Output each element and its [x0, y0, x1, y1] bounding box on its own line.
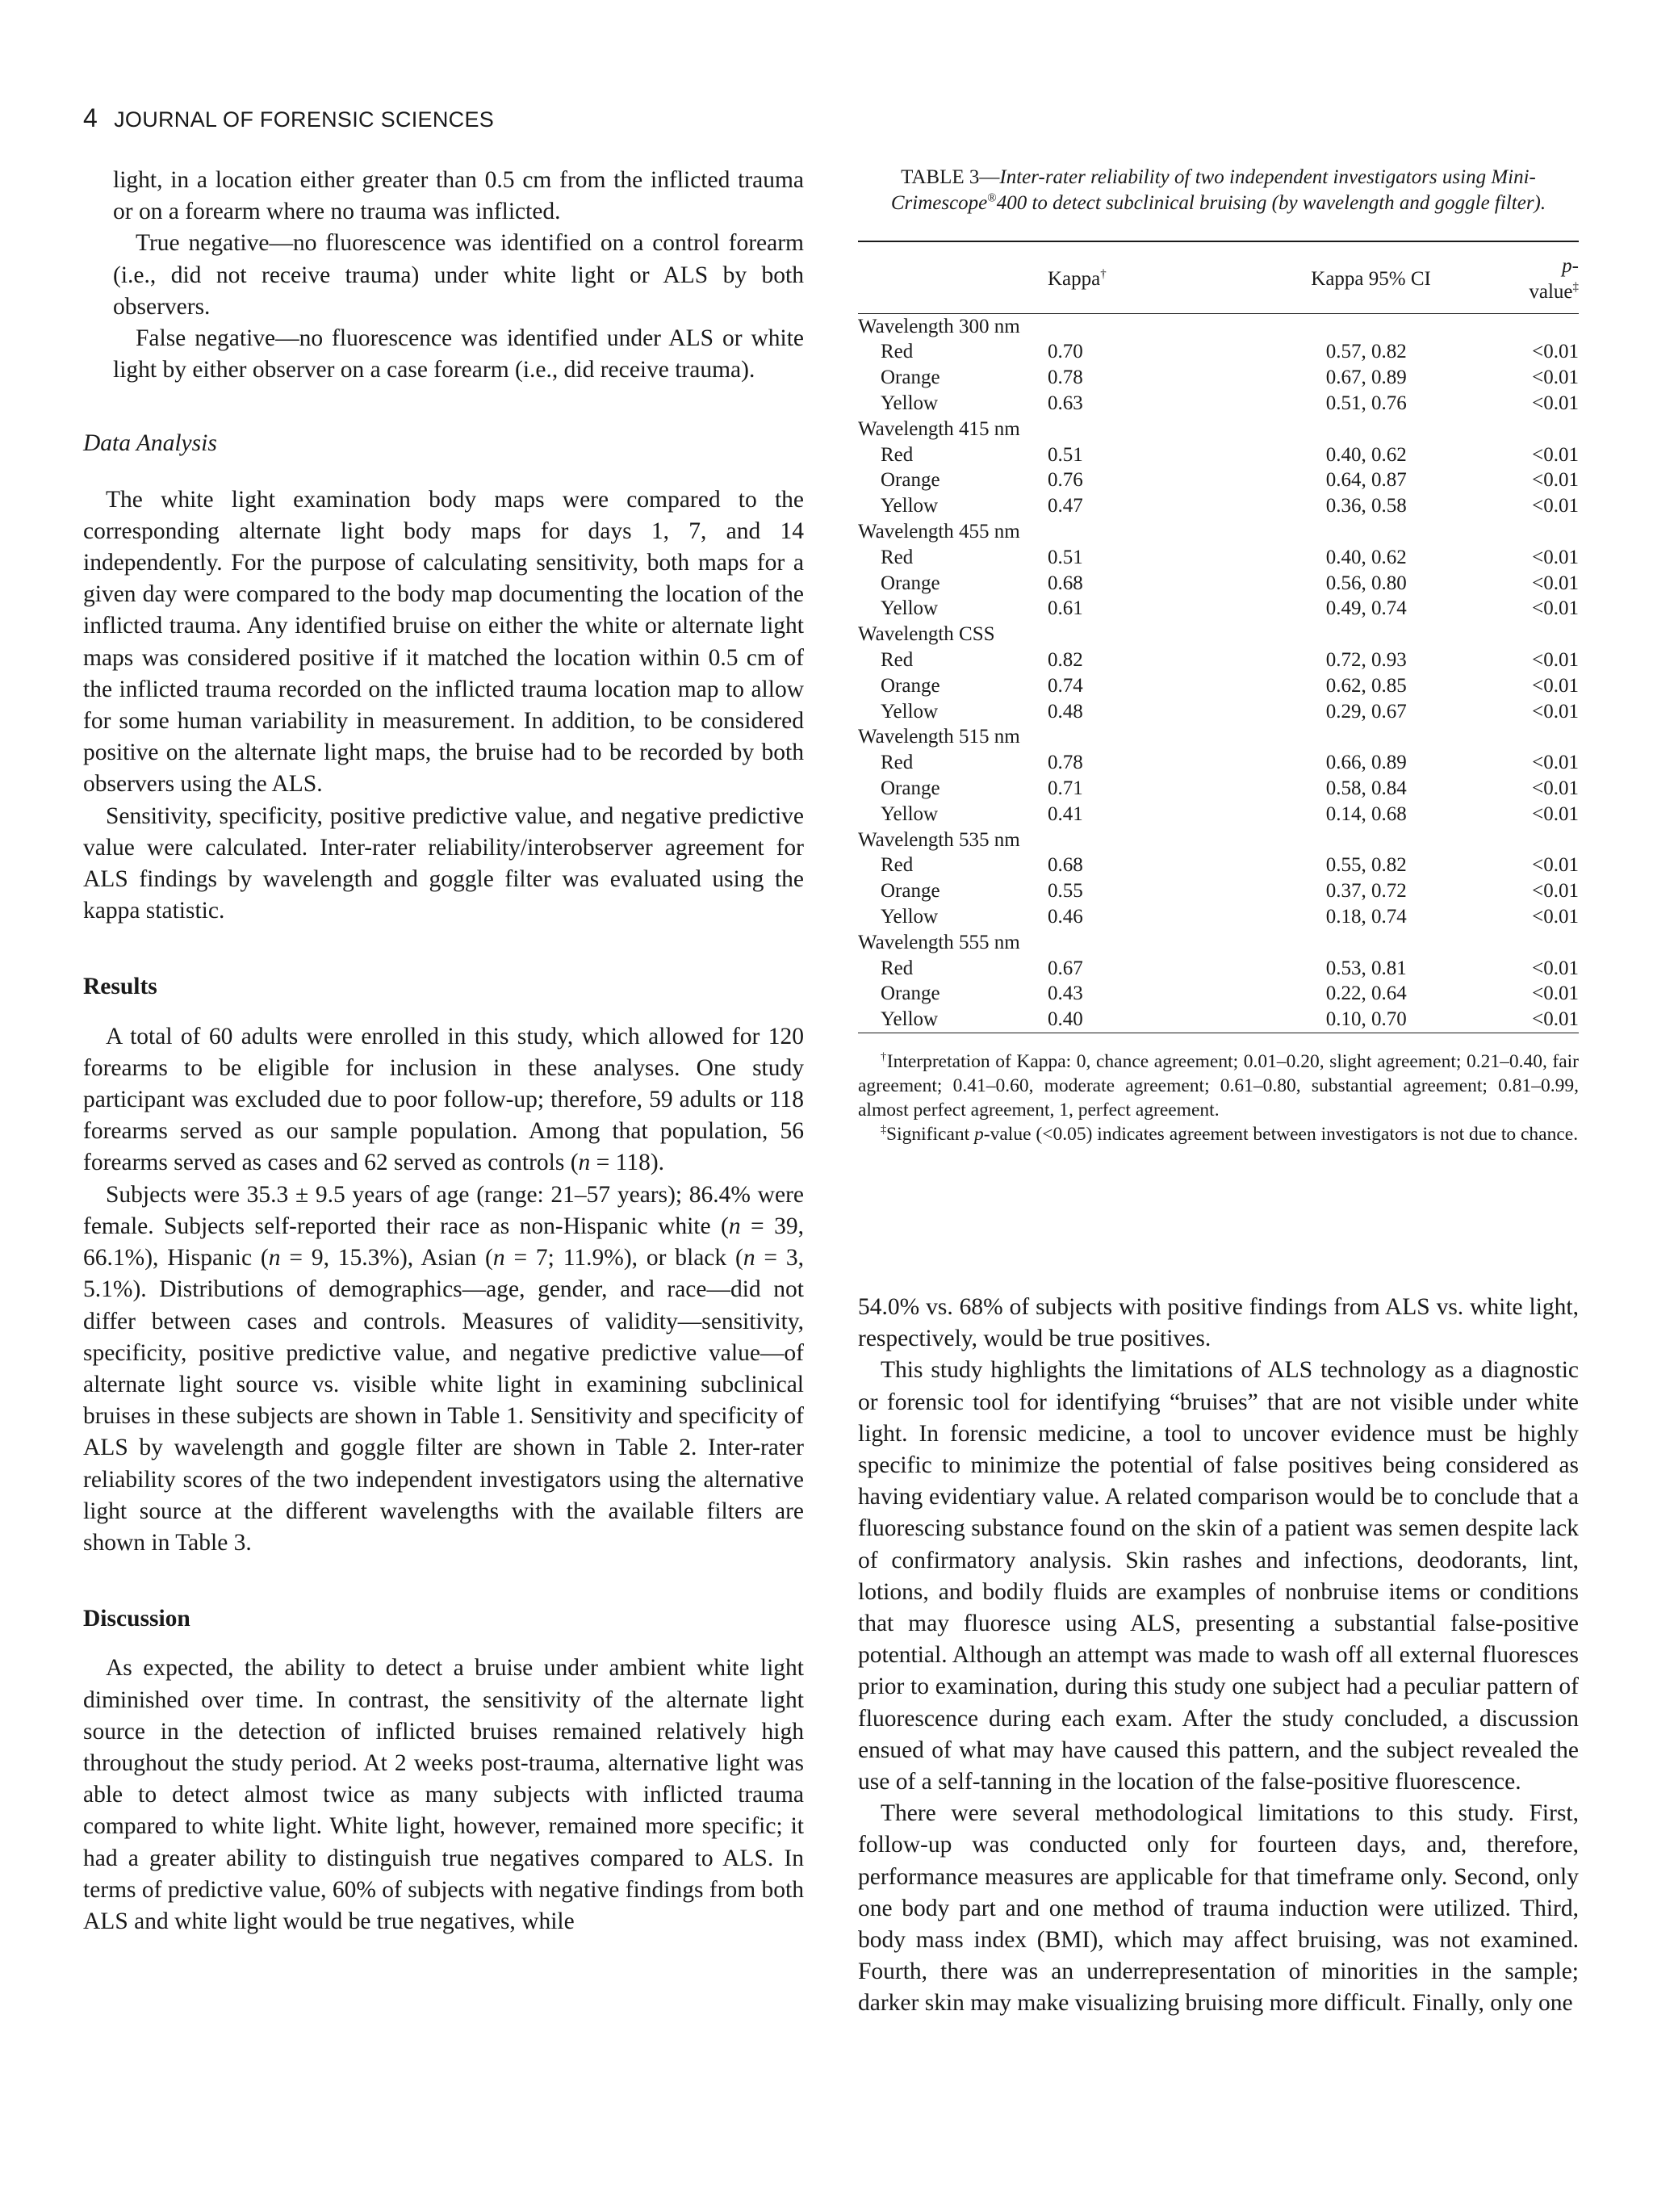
table-row: Yellow 0.46 0.18, 0.74 <0.01	[881, 905, 1579, 928]
table-row: Red 0.78 0.66, 0.89 <0.01	[881, 752, 1579, 774]
definition-continued: light, in a location either greater than 0.5 cm from the inflicted trauma or on a forearm where no trauma was inflicted.	[113, 167, 804, 225]
table-row: Yellow 0.61 0.49, 0.74 <0.01	[881, 597, 1579, 620]
paragraph-data-analysis-2: Sensitivity, specificity, positive predictive value, and negative predictive value were calculated. Inter-rater reliability/interobserver agreement for ALS findings by wavelength and goggle filter was evaluated using the kappa statistic.	[83, 802, 804, 924]
journal-title: JOURNAL OF FORENSIC SCIENCES	[114, 107, 495, 132]
table-group-row: Wavelength 300 nm	[858, 315, 1020, 337]
table-row: Yellow 0.40 0.10, 0.70 <0.01	[881, 1008, 1579, 1031]
left-column	[83, 165, 804, 1938]
table-row: Red 0.70 0.57, 0.82 <0.01	[881, 341, 1579, 363]
paragraph-results-1: A total of 60 adults were enrolled in this study, which allowed for 120 forearms to be eligible for inclusion in these analyses. One study participant was excluded due to poor follow-up; therefore, 59 adults or 118 forearms served as our sample population. Among that population, 56 forearms served as cases and 62 served as controls (n = 118).	[83, 1023, 804, 1176]
table-row: Yellow 0.47 0.36, 0.58 <0.01	[881, 495, 1579, 517]
col-header-p: p-value‡	[1529, 255, 1579, 303]
table-caption: TABLE 3—Inter-rater reliability of two independent investigators using Mini-Crimescope®400 to detect subclinical bruising (by wavelength and goggle filter).	[890, 166, 1546, 214]
table-group-row: Wavelength 515 nm	[858, 726, 1020, 748]
heading-results: Results	[83, 974, 157, 1000]
col-header-kappa: Kappa†	[1047, 267, 1107, 290]
table-row: Red 0.82 0.72, 0.93 <0.01	[881, 648, 1579, 671]
table-3	[858, 165, 1579, 1146]
table-row: Orange 0.43 0.22, 0.64 <0.01	[881, 982, 1579, 1005]
paragraph-discussion-4: There were several methodological limitations to this study. First, follow-up was conducted only for fourteen days, and, therefore, performance measures are applicable for that timeframe only. Second, only one body part and one method of trauma induction were utilized. Third, body mass index (BMI), which may affect bruising, was not examined. Fourth, there was an underrepresentation of minorities in the sample; darker skin may make visualizing bruising more difficult. Finally, only one	[858, 1800, 1579, 2017]
table-row: Red 0.67 0.53, 0.81 <0.01	[881, 957, 1579, 979]
table-group-row: Wavelength CSS	[858, 623, 995, 646]
table-row: Red 0.68 0.55, 0.82 <0.01	[881, 854, 1579, 877]
table-row: Yellow 0.63 0.51, 0.76 <0.01	[881, 392, 1579, 414]
page-number: 4	[83, 103, 98, 132]
table-group-row: Wavelength 555 nm	[858, 931, 1020, 953]
table-footnotes	[858, 1049, 1579, 1146]
col-header-ci: Kappa 95% CI	[1311, 267, 1431, 290]
table-row: Red 0.51 0.40, 0.62 <0.01	[881, 546, 1579, 568]
running-header	[83, 103, 494, 133]
table-group-row: Wavelength 455 nm	[858, 520, 1020, 543]
table-row: Yellow 0.41 0.14, 0.68 <0.01	[881, 802, 1579, 825]
table-row: Orange 0.55 0.37, 0.72 <0.01	[881, 880, 1579, 903]
table-row: Red 0.51 0.40, 0.62 <0.01	[881, 443, 1579, 466]
table-row: Yellow 0.48 0.29, 0.67 <0.01	[881, 700, 1579, 723]
footnote-pvalue: ‡Significant p-value (<0.05) indicates agreement between investigators is not due to chance.	[881, 1123, 1579, 1145]
right-column	[858, 1292, 1579, 2020]
footnote-kappa: †Interpretation of Kappa: 0, chance agreement; 0.01–0.20, slight agreement; 0.21–0.40, fair agreement; 0.41–0.60, moderate agreement; 0.61–0.80, substantial agreement; 0.81–0.99, almost perfect agreement, 1, perfect agreement.	[858, 1050, 1580, 1121]
definition-false-negative: False negative—no fluorescence was identified under ALS or white light by either observer on a case forearm (i.e., did receive trauma).	[113, 325, 804, 383]
table-group-row: Wavelength 415 nm	[858, 417, 1020, 440]
kappa-table	[858, 242, 1579, 1033]
paragraph-discussion-1: As expected, the ability to detect a bruise under ambient white light diminished over time. In contrast, the sensitivity of the alternate light source in the detection of inflicted bruises remained relatively high throughout the study period. At 2 weeks post-trauma, alternative light was able to detect almost twice as many subjects with inflicted trauma compared to white light. White light, however, remained more specific; it had a greater ability to distinguish true negatives compared to ALS. In terms of predictive value, 60% of subjects with negative findings from both ALS and white light would be true negatives, while	[83, 1655, 804, 1934]
table-row: Orange 0.76 0.64, 0.87 <0.01	[881, 469, 1579, 492]
paragraph-data-analysis-1: The white light examination body maps were compared to the corresponding alternate light body maps for days 1, 7, and 14 independently. For the purpose of calculating sensitivity, both maps for a given day were compared to the body map documenting the location of the inflicted trauma. Any identified bruise on either the white or alternate light maps was considered positive if it matched the location within 0.5 cm of the inflicted trauma recorded on the inflicted trauma location map to allow for some human variability in measurement. In addition, to be considered positive on the alternate light maps, the bruise had to be recorded by both observers using the ALS.	[83, 486, 804, 798]
table-row: Orange 0.68 0.56, 0.80 <0.01	[881, 572, 1579, 594]
paragraph-discussion-2: 54.0% vs. 68% of subjects with positive findings from ALS vs. white light, respectively, would be true positives.	[858, 1294, 1579, 1352]
table-row: Orange 0.78 0.67, 0.89 <0.01	[881, 367, 1579, 389]
paragraph-discussion-3: This study highlights the limitations of ALS technology as a diagnostic or forensic tool for identifying “bruises” that are not visible under white light. In forensic medicine, a tool to uncover evidence must be highly specific to minimize the potential of false positives being considered as having evidentiary value. A related comparison would be to conclude that a fluorescing substance found on the skin of a patient was semen despite lack of confirmatory analysis. Skin rashes and infections, deodorants, lint, lotions, and bodily fluids are examples of nonbruise items or conditions that may fluoresce using ALS, presenting a substantial false-positive potential. Although an attempt was made to wash off all external fluoresces prior to examination, during this study one subject had a peculiar pattern of fluorescence during each exam. After the study concluded, a discussion ensued of what may have caused this pattern, and the subject revealed the use of a self-tanning in the location of the false-positive fluorescence.	[858, 1357, 1579, 1795]
table-row: Orange 0.74 0.62, 0.85 <0.01	[881, 674, 1579, 697]
paragraph-results-2: Subjects were 35.3 ± 9.5 years of age (range: 21–57 years); 86.4% were female. Subjects self-reported their race as non-Hispanic white (n = 39, 66.1%), Hispanic (n = 9, 15.3%), Asian (n = 7; 11.9%), or black (n = 3, 5.1%). Distributions of demographics—age, gender, and race—did not differ between cases and controls. Measures of validity—sensitivity, specificity, positive predictive value, and negative predictive value—of alternate light source vs. visible white light in examining subclinical bruises in these subjects are shown in Table 1. Sensitivity and specificity of ALS by wavelength and goggle filter are shown in Table 2. Inter-rater reliability scores of the two independent investigators using the alternative light source at the different wavelengths with the available filters are shown in Table 3.	[83, 1181, 805, 1556]
table-group-row: Wavelength 535 nm	[858, 828, 1020, 851]
definition-true-negative: True negative—no fluorescence was identified on a control forearm (i.e., did not receive trauma) under white light or ALS by both observers.	[113, 230, 804, 320]
heading-data-analysis: Data Analysis	[83, 430, 217, 457]
table-row: Orange 0.71 0.58, 0.84 <0.01	[881, 777, 1579, 799]
heading-discussion: Discussion	[83, 1606, 190, 1632]
